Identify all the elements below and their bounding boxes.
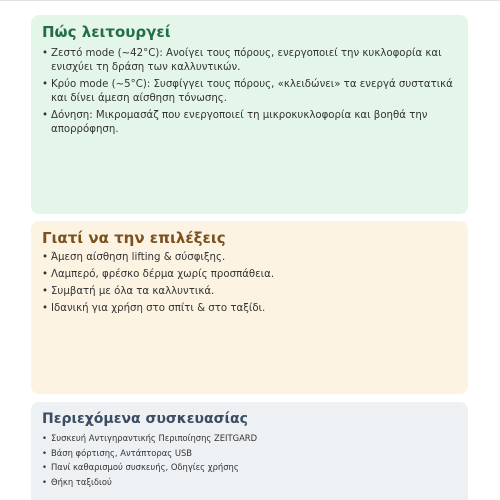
package-contents-title: Περιεχόμενα συσκευασίας [42,411,248,427]
why-choose-card [31,221,468,394]
list-item: • Άμεση αίσθηση lifting & σύσφιξης. [42,251,454,265]
list-item: • Λαμπερό, φρέσκο δέρμα χωρίς προσπάθεια. [42,268,454,282]
how-it-works-title: Πώς λειτουργεί [42,23,171,41]
list-item: • Κρύο mode (~5°C): Συσφίγγει τους πόρους, «κλειδώνει» τα ενεργά συστατικά και δίνει άμεση αίσθηση τόνωσης. [42,78,454,106]
list-item: • Συσκευή Αντιγηραντικής Περιποίησης ZEITGARD [42,433,454,444]
package-contents-list [42,433,454,491]
list-item: • Ιδανική για χρήση στο σπίτι & στο ταξίδι. [42,302,454,316]
list-item: • Θήκη ταξιδιού [42,477,454,488]
list-item: • Ζεστό mode (~42°C): Ανοίγει τους πόρους, ενεργοποιεί την κυκλοφορία και ενισχύει τη δράση των καλλυντικών. [42,47,454,75]
list-item: • Πανί καθαρισμού συσκευής, Οδηγίες χρήσης [42,462,454,473]
why-choose-list [42,251,454,319]
list-item: • Βάση φόρτισης, Αντάπτορας USB [42,448,454,459]
list-item: • Συμβατή με όλα τα καλλυντικά. [42,285,454,299]
how-it-works-card [31,15,468,214]
package-contents-card [31,402,468,500]
why-choose-title: Γιατί να την επιλέξεις [42,229,226,247]
how-it-works-list [42,47,454,140]
list-item: • Δόνηση: Μικρομασάζ που ενεργοποιεί τη μικροκυκλοφορία και βοηθά την απορρόφηση. [42,109,454,137]
top-divider [0,0,500,4]
